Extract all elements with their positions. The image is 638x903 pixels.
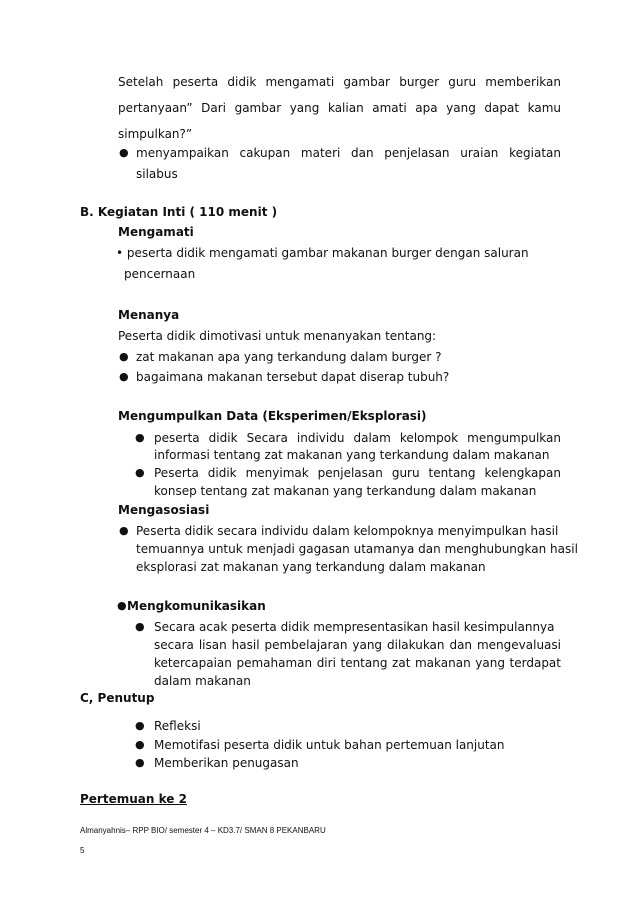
bullet-icon: ● [135, 466, 145, 479]
bullet-icon: ● [135, 719, 145, 732]
mengkomunikasikan-line-2: secara lisan hasil pembelajaran yang dilakukan dan mengevaluasi [154, 638, 561, 652]
mengkomunikasikan-line-1: Secara acak peserta didik mempresentasikan hasil kesimpulannya [154, 620, 555, 634]
bullet-icon: ● [119, 146, 129, 159]
bullet-icon: ● [135, 756, 145, 769]
menanya-item-1: zat makanan apa yang terkandung dalam burger ? [136, 350, 442, 364]
intro-bullet-line-2: silabus [136, 167, 178, 181]
mengkomunikasikan-line-3: ketercapaian pemahaman diri tentang zat makanan yang terdapat [154, 656, 561, 670]
intro-bullet-line-1: menyampaikan cakupan materi dan penjelasan uraian kegiatan [136, 146, 561, 160]
bullet-icon: ● [135, 431, 145, 444]
subheading-mengumpulkan-data: Mengumpulkan Data (Eksperimen/Eksplorasi) [118, 409, 427, 423]
next-meeting-heading: Pertemuan ke 2 [80, 792, 187, 806]
subheading-mengamati: Mengamati [118, 225, 194, 239]
mengasosiasi-line-1: Peserta didik secara individu dalam kelompoknya menyimpulkan hasil [136, 524, 559, 538]
mengumpulkan-item-2-line-1: Peserta didik menyimak penjelasan guru tentang kelengkapan [154, 466, 561, 480]
mengumpulkan-item-2-line-2: konsep tentang zat makanan yang terkandung dalam makanan [154, 484, 537, 498]
penutup-item-2: Memotifasi peserta didik untuk bahan pertemuan lanjutan [154, 738, 505, 752]
mengumpulkan-item-1-line-1: peserta didik Secara individu dalam kelompok mengumpulkan [154, 431, 561, 445]
footer-text: Almanyahnis– RPP BIO/ semester 4 – KD3.7/ SMAN 8 PEKANBARU [80, 826, 326, 835]
intro-line-1: Setelah peserta didik mengamati gambar burger guru memberikan [118, 75, 561, 89]
mengkomunikasikan-line-4: dalam makanan [154, 674, 251, 688]
menanya-item-2: bagaimana makanan tersebut dapat diserap tubuh? [136, 370, 450, 384]
subheading-mengasosiasi: Mengasosiasi [118, 503, 210, 517]
subheading-mengkomunikasikan: Mengkomunikasikan [127, 599, 266, 613]
intro-line-2: pertanyaan” Dari gambar yang kalian amati apa yang dapat kamu [118, 101, 561, 115]
bullet-icon: ● [119, 524, 129, 537]
bullet-icon: ● [119, 370, 129, 383]
bullet-icon: ● [135, 620, 145, 633]
bullet-icon: ● [135, 738, 145, 751]
mengasosiasi-line-3: eksplorasi zat makanan yang terkandung dalam makanan [136, 560, 486, 574]
mengamati-line-2: pencernaan [124, 267, 196, 281]
mengasosiasi-line-2: temuannya untuk menjadi gagasan utamanya dan menghubungkan hasil [136, 542, 578, 556]
section-heading-penutup: C, Penutup [80, 691, 155, 705]
mengumpulkan-item-1-line-2: informasi tentang zat makanan yang terkandung dalam makanan [154, 448, 550, 462]
penutup-item-1: Refleksi [154, 719, 201, 733]
bullet-icon: ● [119, 350, 129, 363]
mengamati-line-1: • peserta didik mengamati gambar makanan burger dengan saluran [116, 246, 529, 260]
intro-line-3: simpulkan?” [118, 127, 193, 141]
page-number: 5 [80, 846, 85, 855]
penutup-item-3: Memberikan penugasan [154, 756, 299, 770]
bullet-icon: ● [117, 599, 127, 612]
subheading-menanya: Menanya [118, 308, 180, 322]
menanya-intro: Peserta didik dimotivasi untuk menanyakan tentang: [118, 329, 437, 343]
section-heading-kegiatan-inti: B. Kegiatan Inti ( 110 menit ) [80, 205, 278, 219]
